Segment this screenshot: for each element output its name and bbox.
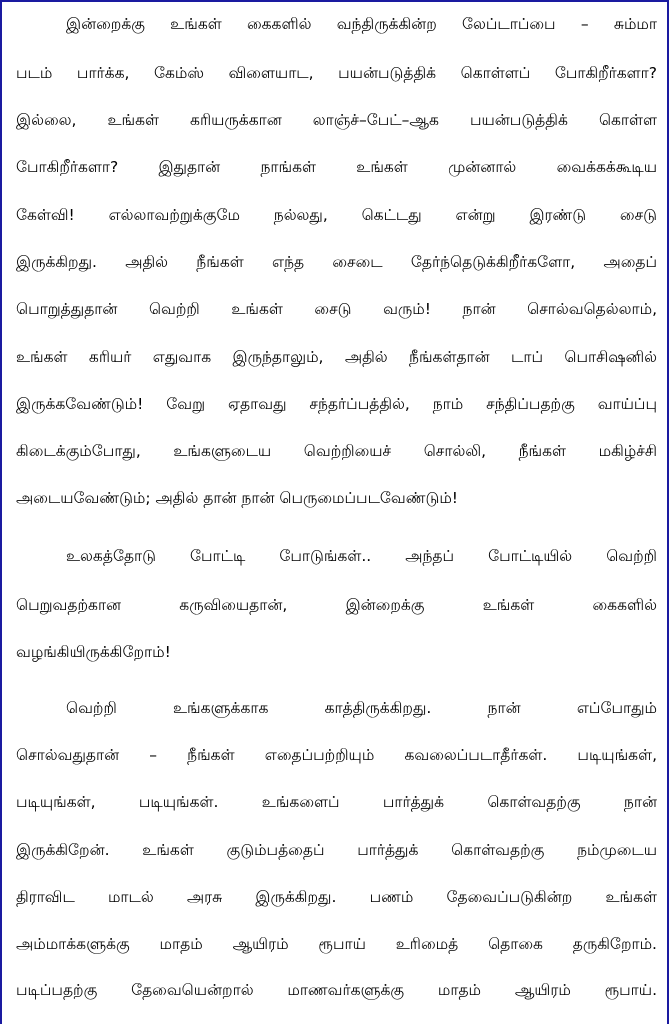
text-line: இருக்கிறது. அதில் நீங்கள் எந்த சைடை தேர்ந்தெடுக்கிறீர்களோ, அதைப் — [16, 253, 657, 271]
text-line: படியுங்கள், படியுங்கள். உங்களைப் பார்த்துக் கொள்வதற்கு நான் — [16, 793, 657, 811]
text-line: படம் பார்க்க, கேம்ஸ் விளையாட, பயன்படுத்திக் கொள்ளப் போகிறீர்களா? — [16, 64, 657, 82]
text-line: திராவிட மாடல் அரசு இருக்கிறது. பணம் தேவைப்படுகின்ற உங்கள் — [16, 888, 657, 906]
text-line: அடையவேண்டும்; அதில் தான் நான் பெருமைப்படவேண்டும்! — [16, 489, 458, 507]
text-line: உங்கள் கரியர் எதுவாக இருந்தாலும், அதில் நீங்கள்தான் டாப் பொசிஷனில் — [16, 348, 657, 366]
text-line: படிப்பதற்கு தேவையென்றால் மாணவர்களுக்கு மாதம் ஆயிரம் ரூபாய். — [16, 981, 657, 999]
text-line: போகிறீர்களா? இதுதான் நாங்கள் உங்கள் முன்னால் வைக்கக்கூடிய — [16, 158, 657, 176]
text-line: இருக்கவேண்டும்! வேறு ஏதாவது சந்தர்ப்பத்தில், நாம் சந்திப்பதற்கு வாய்ப்பு — [16, 395, 657, 413]
text-line: சொல்வதுதான் – நீங்கள் எதைப்பற்றியும் கவலைப்படாதீர்கள். படியுங்கள், — [16, 746, 657, 764]
text-line: கிடைக்கும்போது, உங்களுடைய வெற்றியைச் சொல்லி, நீங்கள் மகிழ்ச்சி — [16, 442, 657, 460]
text-line: உலகத்தோடு போட்டி போடுங்கள்.. அந்தப் போட்டியில் வெற்றி — [66, 547, 657, 565]
text-line: வெற்றி உங்களுக்காக காத்திருக்கிறது. நான் எப்போதும் — [66, 699, 657, 717]
text-line: வழங்கியிருக்கிறோம்! — [16, 643, 171, 661]
text-line: கேள்வி! எல்லாவற்றுக்குமே நல்லது, கெட்டது என்று இரண்டு சைடு — [16, 206, 657, 224]
text-line: இருக்கிறேன். உங்கள் குடும்பத்தைப் பார்த்துக் கொள்வதற்கு நம்முடைய — [16, 841, 657, 859]
text-line: இல்லை, உங்கள் கரியருக்கான லாஞ்ச்–பேட்–ஆக பயன்படுத்திக் கொள்ள — [16, 111, 657, 129]
text-line: இன்றைக்கு உங்கள் கைகளில் வந்திருக்கின்ற லேப்டாப்பை – சும்மா — [66, 15, 657, 33]
text-line: அம்மாக்களுக்கு மாதம் ஆயிரம் ரூபாய் உரிமைத் தொகை தருகிறோம். — [16, 935, 657, 953]
text-line: பொறுத்துதான் வெற்றி உங்கள் சைடு வரும்! நான் சொல்வதெல்லாம், — [16, 300, 657, 318]
text-line: பெறுவதற்கான கருவியைதான், இன்றைக்கு உங்கள் கைகளில் — [16, 596, 657, 614]
